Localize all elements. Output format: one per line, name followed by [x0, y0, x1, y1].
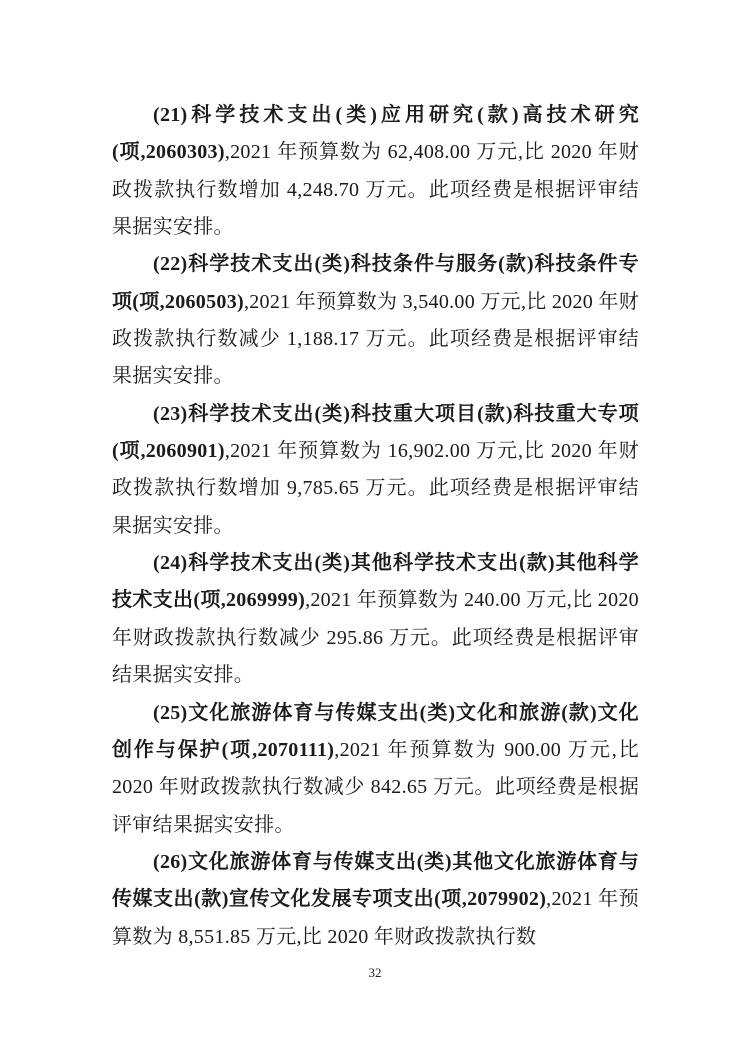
budget-item-23 — [112, 396, 639, 545]
budget-item-22-heading: (22)科学技术支出(类)科技条件与服务(款)科技条件专项(项,2060503) — [112, 253, 639, 313]
budget-item-21-body: ,2021 年预算数为 62,408.00 万元,比 2020 年财政拨款执行数增加 4,248.70 万元。此项经费是根据评审结果据实安排。 — [112, 141, 640, 239]
budget-item-25-body: ,2021 年预算数为 900.00 万元,比 2020 年财政拨款执行数减少 842.65 万元。此项经费是根据评审结果据实安排。 — [112, 738, 639, 836]
budget-item-22 — [112, 246, 639, 395]
budget-item-26 — [112, 844, 639, 956]
budget-item-21-heading: (21)科学技术支出(类)应用研究(款)高技术研究(项,2060303) — [112, 104, 639, 164]
budget-item-25-heading: (25)文化旅游体育与传媒支出(类)文化和旅游(款)文化创作与保护(项,2070111) — [112, 701, 639, 761]
budget-item-24 — [112, 545, 639, 694]
budget-item-26-heading: (26)文化旅游体育与传媒支出(类)其他文化旅游体育与传媒支出(款)宣传文化发展专项支出(项,2079902) — [112, 850, 639, 911]
budget-item-22-body: ,2021 年预算数为 3,540.00 万元,比 2020 年财政拨款执行数减少 1,188.17 万元。此项经费是根据评审结果据实安排。 — [112, 290, 639, 388]
budget-item-23-heading: (23)科学技术支出(类)科技重大项目(款)科技重大专项(项,2060901) — [112, 402, 639, 463]
budget-item-24-body: ,2021 年预算数为 240.00 万元,比 2020 年财政拨款执行数减少 295.86 万元。此项经费是根据评审结果据实安排。 — [112, 589, 639, 687]
budget-item-25 — [112, 695, 639, 844]
budget-item-21 — [112, 97, 639, 246]
budget-text-block — [112, 97, 639, 956]
page-number: 32 — [368, 965, 382, 980]
budget-item-24-heading: (24)科学技术支出(类)其他科学技术支出(款)其他科学技术支出(项,2069999) — [112, 552, 639, 612]
budget-item-26-body: ,2021 年预算数为 8,551.85 万元,比 2020 年财政拨款执行数 — [112, 888, 639, 948]
budget-item-23-body: ,2021 年预算数为 16,902.00 万元,比 2020 年财政拨款执行数增加 9,785.65 万元。此项经费是根据评审结果据实安排。 — [112, 440, 640, 537]
